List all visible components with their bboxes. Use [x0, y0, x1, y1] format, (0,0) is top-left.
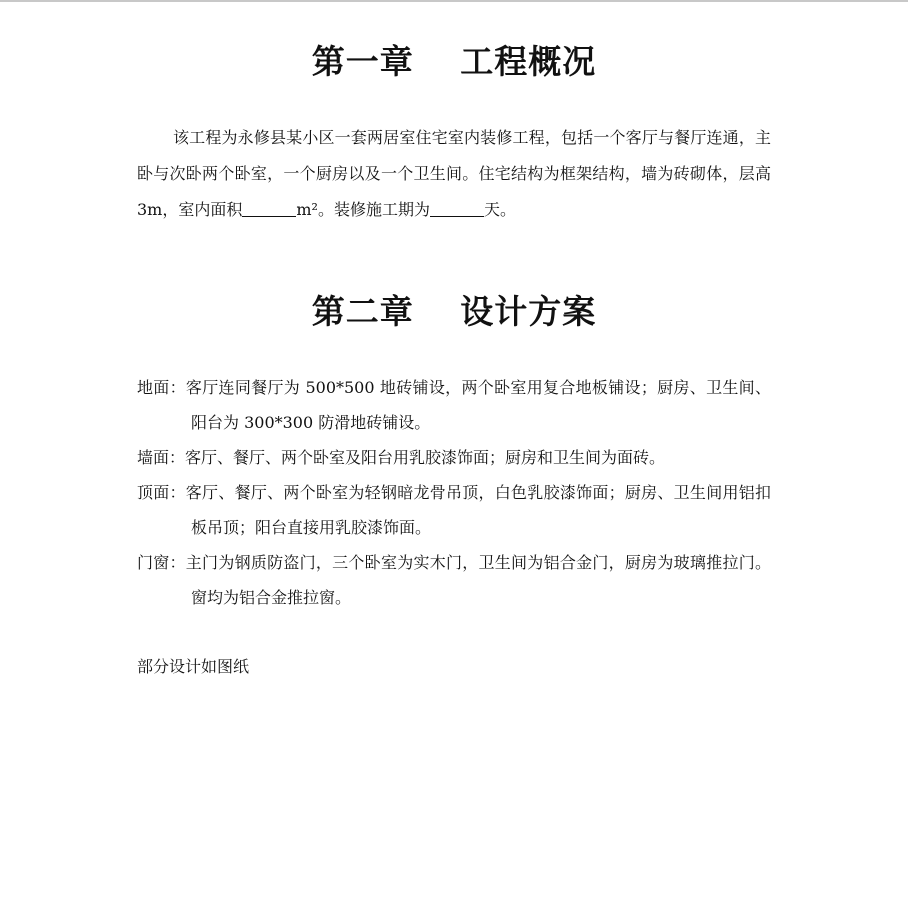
design-item-ceiling: 顶面：客厅、餐厅、两个卧室为轻钢暗龙骨吊顶，白色乳胶漆饰面；厨房、卫生间用铝扣板吊顶；阳台直接用乳胶漆饰面。: [137, 483, 771, 537]
intro-text-part-3: 天。: [483, 200, 516, 219]
design-item-floor: 地面：客厅连同餐厅为 500*500 地砖铺设，两个卧室用复合地板铺设；厨房、卫生间、阳台为 300*300 防滑地砖铺设。: [137, 378, 771, 432]
chapter-1-title: 第一章 工程概况: [311, 42, 597, 81]
intro-text-part-2: m²。装修施工期为: [296, 200, 430, 219]
intro-text-part-1: 该工程为永修县某小区一套两居室住宅室内装修工程，包括一个客厅与餐厅连通，主卧与次卧两个卧室，一个厨房以及一个卫生间。住宅结构为框架结构，墙为砖砌体，层高 3m，室内面积: [137, 128, 771, 219]
top-border: [0, 0, 908, 2]
design-item-list: [137, 370, 771, 615]
design-item-wall: 墙面：客厅、餐厅、两个卧室及阳台用乳胶漆饰面；厨房和卫生间为面砖。: [137, 448, 666, 467]
chapter-1-intro-paragraph: [137, 120, 771, 228]
duration-blank-field: [430, 198, 484, 217]
design-item-doors-windows: 门窗：主门为钢质防盗门，三个卧室为实木门，卫生间为铝合金门，厨房为玻璃推拉门。窗均为铝合金推拉窗。: [137, 553, 771, 607]
area-blank-field: [242, 198, 296, 217]
chapter-2-title: 第二章 设计方案: [311, 292, 597, 331]
design-note: 部分设计如图纸: [137, 657, 250, 676]
